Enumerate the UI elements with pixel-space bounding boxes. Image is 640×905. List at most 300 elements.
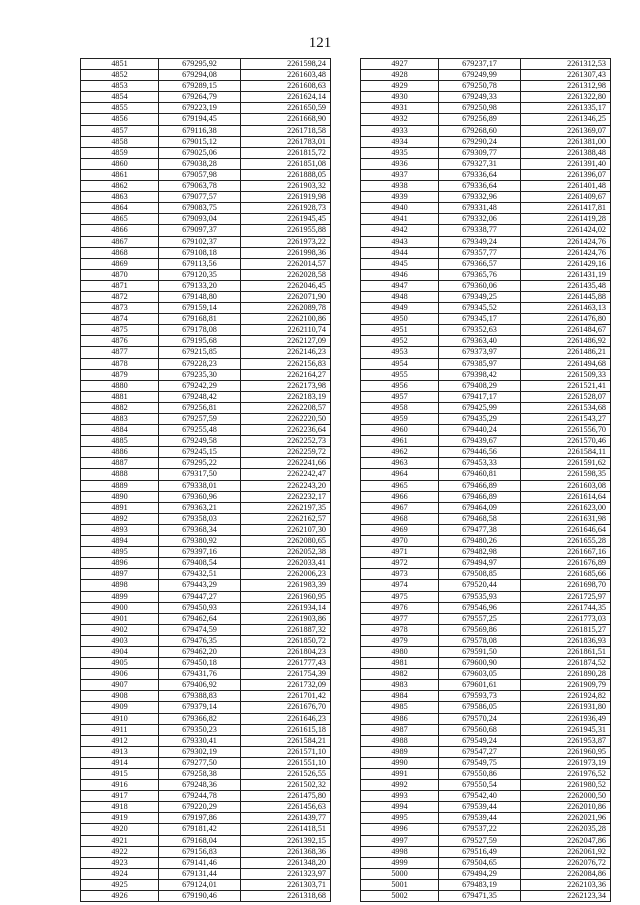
x-coordinate-cell: 679025,06 <box>159 147 241 158</box>
x-coordinate-cell: 679038,28 <box>159 158 241 169</box>
y-coordinate-cell: 2261685,66 <box>521 569 611 580</box>
table-row <box>361 846 611 857</box>
y-coordinate-cell: 2261348,20 <box>241 857 331 868</box>
y-coordinate-cell: 2261381,00 <box>521 136 611 147</box>
x-coordinate-cell: 679248,36 <box>159 780 241 791</box>
y-coordinate-cell: 2261396,07 <box>521 169 611 180</box>
point-number-cell: 4905 <box>81 658 159 669</box>
table-row <box>81 158 331 169</box>
x-coordinate-cell: 679539,44 <box>439 802 521 813</box>
y-coordinate-cell: 2262162,57 <box>241 513 331 524</box>
x-coordinate-cell: 679215,85 <box>159 347 241 358</box>
point-number-cell: 4968 <box>361 513 439 524</box>
y-coordinate-cell: 2261303,71 <box>241 879 331 890</box>
point-number-cell: 4942 <box>361 225 439 236</box>
x-coordinate-cell: 679317,50 <box>159 469 241 480</box>
y-coordinate-cell: 2261417,81 <box>521 203 611 214</box>
table-row <box>81 591 331 602</box>
table-row <box>81 225 331 236</box>
table-row <box>361 92 611 103</box>
x-coordinate-cell: 679168,81 <box>159 314 241 325</box>
table-row <box>361 391 611 402</box>
table-row <box>81 491 331 502</box>
x-coordinate-cell: 679258,38 <box>159 769 241 780</box>
point-number-cell: 4940 <box>361 203 439 214</box>
x-coordinate-cell: 679537,22 <box>439 824 521 835</box>
x-coordinate-cell: 679388,83 <box>159 691 241 702</box>
point-number-cell: 4939 <box>361 192 439 203</box>
x-coordinate-cell: 679015,12 <box>159 136 241 147</box>
point-number-cell: 4947 <box>361 280 439 291</box>
x-coordinate-cell: 679244,78 <box>159 791 241 802</box>
y-coordinate-cell: 2261861,51 <box>521 646 611 657</box>
x-coordinate-cell: 679159,14 <box>159 303 241 314</box>
point-number-cell: 4922 <box>81 846 159 857</box>
y-coordinate-cell: 2262127,09 <box>241 336 331 347</box>
x-coordinate-cell: 679235,30 <box>159 369 241 380</box>
point-number-cell: 4877 <box>81 347 159 358</box>
y-coordinate-cell: 2262047,86 <box>521 835 611 846</box>
point-number-cell: 4984 <box>361 691 439 702</box>
y-coordinate-cell: 2262156,83 <box>241 358 331 369</box>
y-coordinate-cell: 2261598,24 <box>241 59 331 70</box>
y-coordinate-cell: 2261435,48 <box>521 280 611 291</box>
point-number-cell: 4948 <box>361 291 439 302</box>
y-coordinate-cell: 2261307,43 <box>521 70 611 81</box>
table-row <box>81 824 331 835</box>
y-coordinate-cell: 2261973,19 <box>521 757 611 768</box>
point-number-cell: 4878 <box>81 358 159 369</box>
table-row <box>81 70 331 81</box>
x-coordinate-cell: 679197,86 <box>159 813 241 824</box>
y-coordinate-cell: 2261312,98 <box>521 81 611 92</box>
table-row <box>361 824 611 835</box>
y-coordinate-cell: 2262220,50 <box>241 414 331 425</box>
point-number-cell: 4965 <box>361 480 439 491</box>
table-row <box>361 269 611 280</box>
y-coordinate-cell: 2262107,30 <box>241 524 331 535</box>
table-row <box>361 236 611 247</box>
y-coordinate-cell: 2261369,07 <box>521 125 611 136</box>
y-coordinate-cell: 2261960,95 <box>521 746 611 757</box>
y-coordinate-cell: 2262100,86 <box>241 314 331 325</box>
y-coordinate-cell: 2261323,97 <box>241 868 331 879</box>
table-row <box>81 646 331 657</box>
point-number-cell: 4873 <box>81 303 159 314</box>
point-number-cell: 5001 <box>361 879 439 890</box>
table-row <box>361 214 611 225</box>
table-row <box>81 214 331 225</box>
table-row <box>361 70 611 81</box>
y-coordinate-cell: 2261934,14 <box>241 602 331 613</box>
y-coordinate-cell: 2261418,51 <box>241 824 331 835</box>
point-number-cell: 4951 <box>361 325 439 336</box>
point-number-cell: 4896 <box>81 558 159 569</box>
x-coordinate-cell: 679336,64 <box>439 181 521 192</box>
point-number-cell: 4991 <box>361 769 439 780</box>
x-coordinate-cell: 679477,38 <box>439 524 521 535</box>
y-coordinate-cell: 2262052,38 <box>241 547 331 558</box>
x-coordinate-cell: 679093,04 <box>159 214 241 225</box>
table-row <box>81 136 331 147</box>
point-number-cell: 4886 <box>81 447 159 458</box>
point-number-cell: 4920 <box>81 824 159 835</box>
point-number-cell: 4994 <box>361 802 439 813</box>
point-number-cell: 4924 <box>81 868 159 879</box>
x-coordinate-cell: 679350,23 <box>159 724 241 735</box>
point-number-cell: 4967 <box>361 502 439 513</box>
y-coordinate-cell: 2261494,68 <box>521 358 611 369</box>
point-number-cell: 4854 <box>81 92 159 103</box>
y-coordinate-cell: 2261777,43 <box>241 658 331 669</box>
y-coordinate-cell: 2261335,17 <box>521 103 611 114</box>
x-coordinate-cell: 679268,60 <box>439 125 521 136</box>
x-coordinate-cell: 679363,40 <box>439 336 521 347</box>
point-number-cell: 4899 <box>81 591 159 602</box>
x-coordinate-cell: 679425,99 <box>439 402 521 413</box>
table-row <box>81 669 331 680</box>
y-coordinate-cell: 2261439,77 <box>241 813 331 824</box>
y-coordinate-cell: 2261502,32 <box>241 780 331 791</box>
y-coordinate-cell: 2261888,05 <box>241 169 331 180</box>
x-coordinate-cell: 679327,31 <box>439 158 521 169</box>
table-row <box>81 613 331 624</box>
table-row <box>361 613 611 624</box>
table-row <box>81 757 331 768</box>
point-number-cell: 4972 <box>361 558 439 569</box>
point-number-cell: 4892 <box>81 513 159 524</box>
point-number-cell: 4903 <box>81 635 159 646</box>
y-coordinate-cell: 2261445,88 <box>521 291 611 302</box>
table-row <box>361 735 611 746</box>
y-coordinate-cell: 2261874,52 <box>521 658 611 669</box>
table-row <box>361 713 611 724</box>
y-coordinate-cell: 2261526,55 <box>241 769 331 780</box>
table-row <box>81 791 331 802</box>
y-coordinate-cell: 2262232,17 <box>241 491 331 502</box>
x-coordinate-cell: 679295,22 <box>159 458 241 469</box>
y-coordinate-cell: 2261919,98 <box>241 192 331 203</box>
table-row <box>361 325 611 336</box>
y-coordinate-cell: 2261419,28 <box>521 214 611 225</box>
point-number-cell: 4998 <box>361 846 439 857</box>
x-coordinate-cell: 679406,92 <box>159 680 241 691</box>
y-coordinate-cell: 2261936,49 <box>521 713 611 724</box>
point-number-cell: 4856 <box>81 114 159 125</box>
table-row <box>361 347 611 358</box>
point-number-cell: 4898 <box>81 580 159 591</box>
table-row <box>81 536 331 547</box>
point-number-cell: 4964 <box>361 469 439 480</box>
point-number-cell: 4937 <box>361 169 439 180</box>
table-row <box>81 868 331 879</box>
x-coordinate-cell: 679242,29 <box>159 380 241 391</box>
table-row <box>361 280 611 291</box>
x-coordinate-cell: 679549,75 <box>439 757 521 768</box>
y-coordinate-cell: 2261312,53 <box>521 59 611 70</box>
y-coordinate-cell: 2261424,76 <box>521 236 611 247</box>
y-coordinate-cell: 2261570,46 <box>521 436 611 447</box>
x-coordinate-cell: 679357,77 <box>439 247 521 258</box>
x-coordinate-cell: 679336,64 <box>439 169 521 180</box>
x-coordinate-cell: 679332,06 <box>439 214 521 225</box>
table-row <box>361 203 611 214</box>
y-coordinate-cell: 2261598,35 <box>521 469 611 480</box>
point-number-cell: 4852 <box>81 70 159 81</box>
table-row <box>361 591 611 602</box>
y-coordinate-cell: 2262046,45 <box>241 280 331 291</box>
table-row <box>361 680 611 691</box>
table-row <box>81 780 331 791</box>
table-row <box>361 81 611 92</box>
x-coordinate-cell: 679446,56 <box>439 447 521 458</box>
y-coordinate-cell: 2261655,28 <box>521 536 611 547</box>
table-row <box>361 181 611 192</box>
x-coordinate-cell: 679083,75 <box>159 203 241 214</box>
x-coordinate-cell: 679365,76 <box>439 269 521 280</box>
x-coordinate-cell: 679570,24 <box>439 713 521 724</box>
table-row <box>361 103 611 114</box>
table-row <box>81 336 331 347</box>
y-coordinate-cell: 2261732,09 <box>241 680 331 691</box>
y-coordinate-cell: 2261955,88 <box>241 225 331 236</box>
y-coordinate-cell: 2261887,32 <box>241 624 331 635</box>
point-number-cell: 4941 <box>361 214 439 225</box>
point-number-cell: 4889 <box>81 480 159 491</box>
y-coordinate-cell: 2262236,64 <box>241 425 331 436</box>
x-coordinate-cell: 679108,18 <box>159 247 241 258</box>
x-coordinate-cell: 679349,25 <box>439 291 521 302</box>
y-coordinate-cell: 2261571,10 <box>241 746 331 757</box>
table-row <box>81 236 331 247</box>
point-number-cell: 4928 <box>361 70 439 81</box>
table-row <box>81 402 331 413</box>
y-coordinate-cell: 2261815,72 <box>241 147 331 158</box>
x-coordinate-cell: 679417,17 <box>439 391 521 402</box>
y-coordinate-cell: 2262241,66 <box>241 458 331 469</box>
x-coordinate-cell: 679535,93 <box>439 591 521 602</box>
coordinates-table-left <box>80 58 331 902</box>
table-row <box>81 624 331 635</box>
table-row <box>81 857 331 868</box>
table-row <box>81 169 331 180</box>
point-number-cell: 4931 <box>361 103 439 114</box>
y-coordinate-cell: 2261463,13 <box>521 303 611 314</box>
x-coordinate-cell: 679331,48 <box>439 203 521 214</box>
y-coordinate-cell: 2261388,48 <box>521 147 611 158</box>
x-coordinate-cell: 679294,08 <box>159 70 241 81</box>
y-coordinate-cell: 2261646,23 <box>241 713 331 724</box>
table-row <box>81 813 331 824</box>
point-number-cell: 4943 <box>361 236 439 247</box>
table-row <box>361 558 611 569</box>
table-row <box>81 713 331 724</box>
point-number-cell: 4990 <box>361 757 439 768</box>
x-coordinate-cell: 679586,05 <box>439 702 521 713</box>
x-coordinate-cell: 679363,21 <box>159 502 241 513</box>
y-coordinate-cell: 2262033,41 <box>241 558 331 569</box>
point-number-cell: 4864 <box>81 203 159 214</box>
x-coordinate-cell: 679352,63 <box>439 325 521 336</box>
table-row <box>361 569 611 580</box>
point-number-cell: 4959 <box>361 414 439 425</box>
y-coordinate-cell: 2261391,40 <box>521 158 611 169</box>
x-coordinate-cell: 679450,18 <box>159 658 241 669</box>
x-coordinate-cell: 679237,17 <box>439 59 521 70</box>
point-number-cell: 5002 <box>361 891 439 902</box>
y-coordinate-cell: 2261584,21 <box>241 735 331 746</box>
point-number-cell: 4978 <box>361 624 439 635</box>
x-coordinate-cell: 679520,44 <box>439 580 521 591</box>
x-coordinate-cell: 679408,29 <box>439 380 521 391</box>
table-row <box>81 414 331 425</box>
y-coordinate-cell: 2261346,25 <box>521 114 611 125</box>
y-coordinate-cell: 2261431,19 <box>521 269 611 280</box>
x-coordinate-cell: 679373,97 <box>439 347 521 358</box>
x-coordinate-cell: 679471,35 <box>439 891 521 902</box>
table-row <box>81 769 331 780</box>
y-coordinate-cell: 2261556,70 <box>521 425 611 436</box>
point-number-cell: 4893 <box>81 524 159 535</box>
y-coordinate-cell: 2261850,72 <box>241 635 331 646</box>
point-number-cell: 4986 <box>361 713 439 724</box>
x-coordinate-cell: 679063,78 <box>159 181 241 192</box>
y-coordinate-cell: 2261392,15 <box>241 835 331 846</box>
x-coordinate-cell: 679550,86 <box>439 769 521 780</box>
y-coordinate-cell: 2261401,48 <box>521 181 611 192</box>
x-coordinate-cell: 679560,68 <box>439 724 521 735</box>
point-number-cell: 4966 <box>361 491 439 502</box>
x-coordinate-cell: 679593,73 <box>439 691 521 702</box>
point-number-cell: 4910 <box>81 713 159 724</box>
table-row <box>361 169 611 180</box>
y-coordinate-cell: 2261424,02 <box>521 225 611 236</box>
x-coordinate-cell: 679358,03 <box>159 513 241 524</box>
point-number-cell: 4963 <box>361 458 439 469</box>
y-coordinate-cell: 2261668,90 <box>241 114 331 125</box>
y-coordinate-cell: 2261624,14 <box>241 92 331 103</box>
point-number-cell: 4862 <box>81 181 159 192</box>
table-row <box>81 691 331 702</box>
y-coordinate-cell: 2262071,90 <box>241 291 331 302</box>
table-row <box>361 425 611 436</box>
y-coordinate-cell: 2261924,82 <box>521 691 611 702</box>
x-coordinate-cell: 679480,26 <box>439 536 521 547</box>
point-number-cell: 4930 <box>361 92 439 103</box>
point-number-cell: 4902 <box>81 624 159 635</box>
table-row <box>361 691 611 702</box>
y-coordinate-cell: 2261744,35 <box>521 602 611 613</box>
x-coordinate-cell: 679380,92 <box>159 536 241 547</box>
table-row <box>81 59 331 70</box>
point-number-cell: 4912 <box>81 735 159 746</box>
table-row <box>81 469 331 480</box>
point-number-cell: 4980 <box>361 646 439 657</box>
x-coordinate-cell: 679366,82 <box>159 713 241 724</box>
y-coordinate-cell: 2261676,70 <box>241 702 331 713</box>
x-coordinate-cell: 679249,58 <box>159 436 241 447</box>
point-number-cell: 4872 <box>81 291 159 302</box>
y-coordinate-cell: 2262197,35 <box>241 502 331 513</box>
table-row <box>361 580 611 591</box>
y-coordinate-cell: 2261476,80 <box>521 314 611 325</box>
x-coordinate-cell: 679443,29 <box>159 580 241 591</box>
y-coordinate-cell: 2261903,32 <box>241 181 331 192</box>
table-row <box>361 258 611 269</box>
x-coordinate-cell: 679431,76 <box>159 669 241 680</box>
x-coordinate-cell: 679295,92 <box>159 59 241 70</box>
table-row <box>81 291 331 302</box>
table-row <box>361 491 611 502</box>
table-row <box>361 192 611 203</box>
point-number-cell: 4851 <box>81 59 159 70</box>
table-row <box>361 147 611 158</box>
y-coordinate-cell: 2262035,28 <box>521 824 611 835</box>
point-number-cell: 4977 <box>361 613 439 624</box>
x-coordinate-cell: 679257,59 <box>159 414 241 425</box>
table-row <box>361 724 611 735</box>
table-row <box>81 569 331 580</box>
table-row <box>361 536 611 547</box>
x-coordinate-cell: 679366,57 <box>439 258 521 269</box>
y-coordinate-cell: 2262076,72 <box>521 857 611 868</box>
point-number-cell: 4962 <box>361 447 439 458</box>
table-row <box>81 602 331 613</box>
x-coordinate-cell: 679290,24 <box>439 136 521 147</box>
x-coordinate-cell: 679223,19 <box>159 103 241 114</box>
x-coordinate-cell: 679482,98 <box>439 547 521 558</box>
y-coordinate-cell: 2262014,57 <box>241 258 331 269</box>
y-coordinate-cell: 2261603,08 <box>521 480 611 491</box>
x-coordinate-cell: 679289,15 <box>159 81 241 92</box>
table-row <box>81 846 331 857</box>
point-number-cell: 4970 <box>361 536 439 547</box>
x-coordinate-cell: 679494,29 <box>439 868 521 879</box>
table-row <box>361 658 611 669</box>
table-row <box>81 380 331 391</box>
x-coordinate-cell: 679462,64 <box>159 613 241 624</box>
table-row <box>361 336 611 347</box>
point-number-cell: 4908 <box>81 691 159 702</box>
point-number-cell: 4934 <box>361 136 439 147</box>
x-coordinate-cell: 679527,59 <box>439 835 521 846</box>
x-coordinate-cell: 679578,08 <box>439 635 521 646</box>
point-number-cell: 4860 <box>81 158 159 169</box>
x-coordinate-cell: 679156,83 <box>159 846 241 857</box>
y-coordinate-cell: 2262123,34 <box>521 891 611 902</box>
table-row <box>361 247 611 258</box>
y-coordinate-cell: 2261931,80 <box>521 702 611 713</box>
table-row <box>81 458 331 469</box>
point-number-cell: 5000 <box>361 868 439 879</box>
x-coordinate-cell: 679466,89 <box>439 480 521 491</box>
x-coordinate-cell: 679256,89 <box>439 114 521 125</box>
y-coordinate-cell: 2261603,48 <box>241 70 331 81</box>
table-row <box>81 358 331 369</box>
point-number-cell: 4936 <box>361 158 439 169</box>
x-coordinate-cell: 679345,17 <box>439 314 521 325</box>
point-number-cell: 4867 <box>81 236 159 247</box>
table-row <box>81 81 331 92</box>
point-number-cell: 4993 <box>361 791 439 802</box>
x-coordinate-cell: 679131,44 <box>159 868 241 879</box>
y-coordinate-cell: 2261909,79 <box>521 680 611 691</box>
y-coordinate-cell: 2261773,03 <box>521 613 611 624</box>
table-row <box>361 513 611 524</box>
x-coordinate-cell: 679494,97 <box>439 558 521 569</box>
point-number-cell: 4927 <box>361 59 439 70</box>
x-coordinate-cell: 679440,24 <box>439 425 521 436</box>
